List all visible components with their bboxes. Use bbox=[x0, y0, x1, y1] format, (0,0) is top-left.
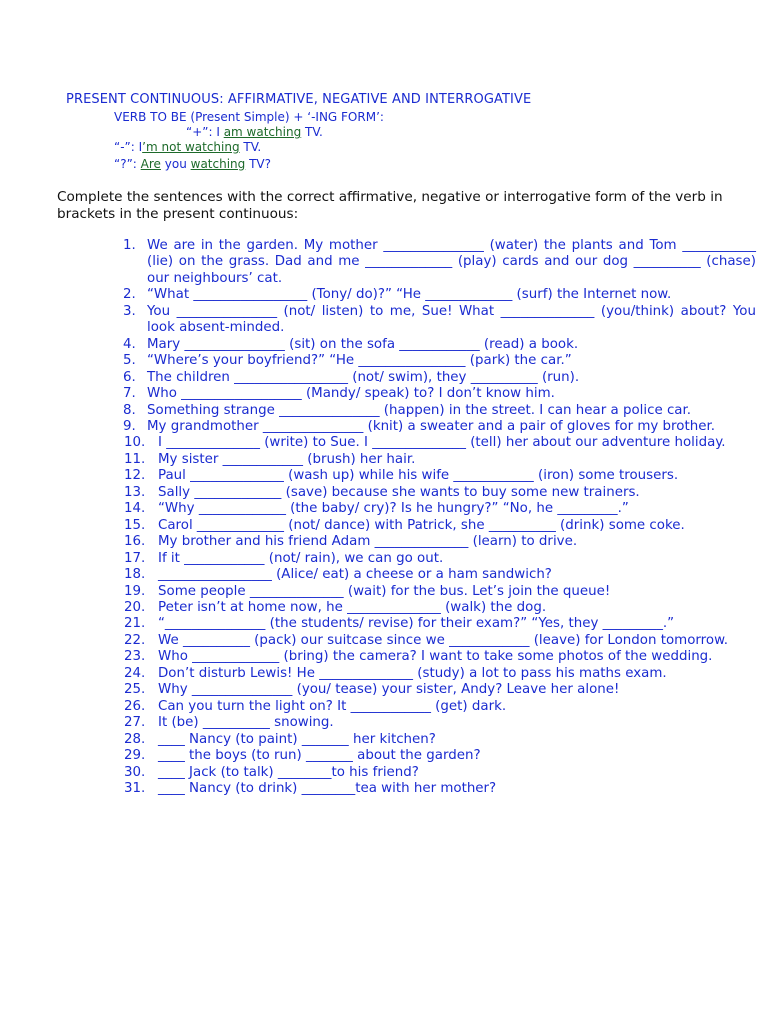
rule-interrogative-verb: watching bbox=[190, 157, 246, 171]
exercise-number: 22. bbox=[124, 632, 146, 648]
exercise-item bbox=[120, 304, 756, 337]
exercise-text: “Where’s your boyfriend?” “He ________________ (park) the car.” bbox=[147, 353, 572, 369]
exercise-item bbox=[120, 534, 756, 550]
exercise-number: 6. bbox=[123, 369, 136, 385]
exercise-number: 20. bbox=[124, 599, 146, 615]
exercise-item bbox=[120, 386, 756, 402]
exercise-number: 27. bbox=[124, 715, 146, 731]
exercise-item bbox=[120, 287, 756, 303]
exercise-number: 30. bbox=[124, 764, 146, 780]
exercise-number: 14. bbox=[124, 501, 146, 517]
exercise-text: It (be) __________ snowing. bbox=[158, 715, 334, 731]
exercise-item bbox=[120, 699, 756, 715]
exercise-number: 5. bbox=[123, 353, 136, 369]
exercise-item bbox=[120, 567, 756, 583]
exercise-number: 26. bbox=[124, 698, 146, 714]
exercise-item bbox=[120, 633, 756, 649]
exercise-number: 28. bbox=[124, 731, 146, 747]
exercise-number: 24. bbox=[124, 665, 146, 681]
rule-interrogative-middle: you bbox=[160, 157, 191, 171]
exercise-item bbox=[120, 403, 756, 419]
exercise-item bbox=[120, 370, 756, 386]
exercise-text: Who _____________ (bring) the camera? I want to take some photos of the wedding. bbox=[158, 649, 713, 665]
exercise-item bbox=[120, 452, 756, 468]
exercise-item bbox=[120, 600, 756, 616]
exercise-number: 17. bbox=[124, 550, 146, 566]
exercise-text: I ______________ (write) to Sue. I ______________ (tell) her about our adventure holiday. bbox=[158, 435, 726, 451]
exercise-item bbox=[120, 337, 756, 353]
exercise-item bbox=[120, 435, 756, 451]
exercise-text: Can you turn the light on? It ____________ (get) dark. bbox=[158, 698, 507, 714]
rule-affirmative-prefix: “+”: I bbox=[186, 125, 224, 139]
exercise-number: 3. bbox=[123, 303, 136, 319]
exercise-text: ____ Nancy (to drink) ________tea with her mother? bbox=[158, 780, 497, 796]
exercise-item bbox=[120, 468, 756, 484]
exercise-number: 11. bbox=[124, 451, 146, 467]
exercise-text: “Why _____________ (the baby/ cry)? Is he hungry?” “No, he _________.” bbox=[158, 501, 629, 517]
exercise-number: 29. bbox=[124, 748, 146, 764]
exercise-text: Don’t disturb Lewis! He ______________ (study) a lot to pass his maths exam. bbox=[158, 665, 667, 681]
exercise-text: You _______________ (not/ listen) to me, Sue! What ______________ (you/think) about? You look absent-minded. bbox=[147, 303, 756, 336]
exercise-item bbox=[120, 748, 756, 764]
exercise-text: ____ Jack (to talk) ________to his friend? bbox=[158, 764, 419, 780]
exercise-item bbox=[120, 682, 756, 698]
rule-negative bbox=[114, 140, 261, 154]
exercise-number: 18. bbox=[124, 567, 146, 583]
exercise-item bbox=[120, 518, 756, 534]
rule-affirmative-verb: am watching bbox=[223, 125, 302, 139]
exercise-number: 9. bbox=[123, 418, 136, 434]
instructions: Complete the sentences with the correct affirmative, negative or interrogative form of the verb in brackets in the present continuous: bbox=[57, 189, 723, 222]
exercise-text: Some people ______________ (wait) for the bus. Let’s join the queue! bbox=[158, 583, 611, 599]
exercise-item bbox=[120, 732, 756, 748]
exercise-text: We are in the garden. My mother _______________ (water) the plants and Tom ___________ (lie) on the grass. Dad and me _____________ (play) cards and our dog __________ (chase) our neighbours’ cat. bbox=[147, 238, 756, 286]
exercise-text: Something strange _______________ (happen) in the street. I can hear a police car. bbox=[147, 402, 692, 418]
exercise-item bbox=[120, 781, 756, 797]
exercise-number: 31. bbox=[124, 780, 146, 796]
exercise-number: 8. bbox=[123, 402, 136, 418]
exercise-text: “What _________________ (Tony/ do)?” “He _____________ (surf) the Internet now. bbox=[147, 287, 672, 303]
exercise-text: ____ Nancy (to paint) _______ her kitchen? bbox=[158, 731, 436, 747]
exercise-number: 7. bbox=[123, 386, 136, 402]
page-title: PRESENT CONTINUOUS: AFFIRMATIVE, NEGATIVE AND INTERROGATIVE bbox=[66, 92, 532, 107]
rule-interrogative-suffix: TV? bbox=[245, 157, 271, 171]
exercise-text: Who __________________ (Mandy/ speak) to? I don’t know him. bbox=[147, 386, 555, 402]
exercise-number: 15. bbox=[124, 517, 146, 533]
exercise-text: If it ____________ (not/ rain), we can go out. bbox=[158, 550, 444, 566]
exercise-number: 2. bbox=[123, 287, 136, 303]
rule-negative-verb: ’m not watching bbox=[142, 140, 240, 154]
exercise-text: “_______________ (the students/ revise) for their exam?” “Yes, they _________.” bbox=[158, 616, 675, 632]
exercise-item bbox=[120, 485, 756, 501]
exercise-item bbox=[120, 353, 756, 369]
rule-affirmative bbox=[186, 125, 323, 139]
exercise-text: Peter isn’t at home now, he ______________ (walk) the dog. bbox=[158, 599, 547, 615]
rule-affirmative-suffix: TV. bbox=[301, 125, 323, 139]
exercise-number: 10. bbox=[124, 435, 146, 451]
rule-negative-prefix: “-”: I bbox=[114, 140, 143, 154]
exercise-text: My grandmother _______________ (knit) a sweater and a pair of gloves for my brother. bbox=[147, 418, 715, 434]
exercise-item bbox=[120, 419, 756, 435]
exercise-item bbox=[120, 501, 756, 517]
exercise-text: My sister ____________ (brush) her hair. bbox=[158, 451, 416, 467]
exercise-text: Carol _____________ (not/ dance) with Patrick, she __________ (drink) some coke. bbox=[158, 517, 685, 533]
exercise-number: 19. bbox=[124, 583, 146, 599]
exercise-text: ____ the boys (to run) _______ about the garden? bbox=[158, 748, 481, 764]
exercise-number: 16. bbox=[124, 534, 146, 550]
exercise-item bbox=[120, 715, 756, 731]
exercise-item bbox=[120, 584, 756, 600]
exercise-item bbox=[120, 616, 756, 632]
rule-interrogative-prefix: “?”: bbox=[114, 157, 141, 171]
rule-negative-suffix: TV. bbox=[239, 140, 262, 154]
exercise-number: 4. bbox=[123, 336, 136, 352]
exercise-number: 12. bbox=[124, 468, 146, 484]
exercise-item bbox=[120, 649, 756, 665]
exercise-number: 13. bbox=[124, 484, 146, 500]
exercise-number: 21. bbox=[124, 616, 146, 632]
exercise-text: My brother and his friend Adam ______________ (learn) to drive. bbox=[158, 534, 578, 550]
exercise-item bbox=[120, 765, 756, 781]
exercise-item bbox=[120, 238, 756, 287]
rule-formula: VERB TO BE (Present Simple) + ‘-ING FORM’: bbox=[114, 110, 384, 124]
exercise-number: 25. bbox=[124, 682, 146, 698]
exercise-text: Why _______________ (you/ tease) your sister, Andy? Leave her alone! bbox=[158, 682, 620, 698]
exercise-text: Mary _______________ (sit) on the sofa ____________ (read) a book. bbox=[147, 336, 579, 352]
exercise-text: _________________ (Alice/ eat) a cheese or a ham sandwich? bbox=[158, 567, 552, 583]
rule-interrogative bbox=[114, 157, 271, 171]
exercise-item bbox=[120, 666, 756, 682]
exercise-item bbox=[120, 551, 756, 567]
exercise-text: We __________ (pack) our suitcase since we ____________ (leave) for London tomorrow. bbox=[158, 632, 729, 648]
exercise-list bbox=[120, 238, 756, 797]
exercise-number: 1. bbox=[123, 238, 136, 253]
exercise-text: The children _________________ (not/ swim), they __________ (run). bbox=[147, 369, 580, 385]
exercise-text: Paul ______________ (wash up) while his wife ____________ (iron) some trousers. bbox=[158, 468, 679, 484]
exercise-text: Sally _____________ (save) because she wants to buy some new trainers. bbox=[158, 484, 640, 500]
exercise-number: 23. bbox=[124, 649, 146, 665]
rule-interrogative-aux: Are bbox=[140, 157, 161, 171]
